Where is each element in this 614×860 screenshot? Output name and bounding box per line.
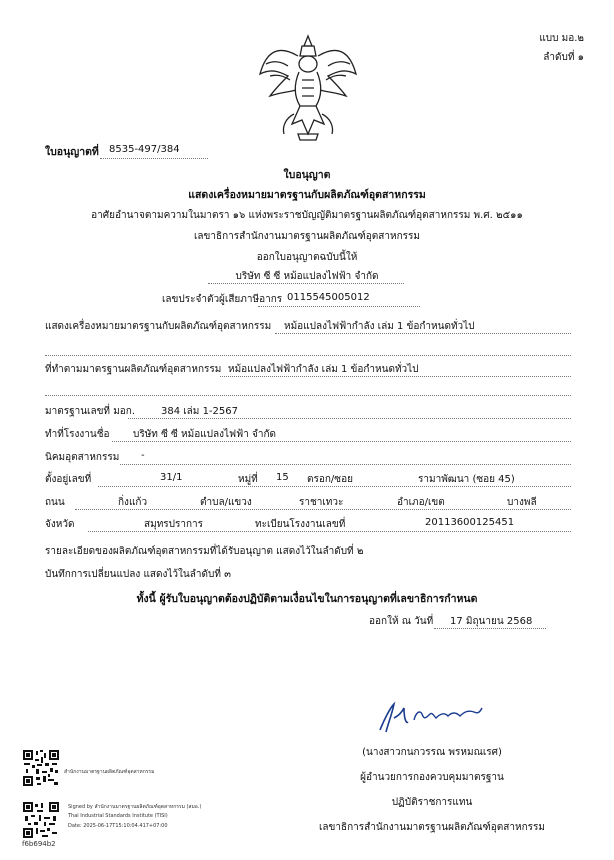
mark-value: หม้อแปลงไฟฟ้ากำลัง เล่ม 1 ข้อกำหนดทั่วไป: [284, 321, 475, 332]
registration-label: ทะเบียนโรงงานเลขที่: [255, 519, 346, 530]
condition-line: ทั้งนี้ ผู้รับใบอนุญาตต้องปฏิบัติตามเงื่อนไขในการอนุญาตที่เลขาธิการกำหนด: [136, 593, 478, 605]
address-value: 31/1: [160, 472, 183, 483]
doc-code: f6b694b2: [22, 840, 56, 848]
company-name: บริษัท ซี ซี หม้อแปลงไฟฟ้า จำกัด: [235, 271, 379, 282]
garuda-emblem-icon: [258, 34, 358, 142]
registration-value: 20113600125451: [425, 517, 515, 528]
dotted-line: [98, 486, 571, 487]
standard-value: หม้อแปลงไฟฟ้ากำลัง เล่ม 1 ข้อกำหนดทั่วไป: [228, 364, 419, 375]
factory-label: ทำที่โรงงานชื่อ: [45, 429, 110, 440]
dotted-line: [434, 628, 546, 629]
soi-label: ตรอก/ซอย: [307, 474, 353, 485]
sequence-number: ลำดับที่ ๑: [543, 52, 584, 63]
change-line: บันทึกการเปลี่ยนแปลง แสดงไว้ในลำดับที่ ๓: [45, 569, 231, 580]
dotted-line: [275, 333, 571, 334]
signer-title-2: ปฏิบัติราชการแทน: [391, 797, 473, 808]
detail-line: รายละเอียดของผลิตภัณฑ์อุตสาหกรรมที่ได้รับอนุญาต แสดงไว้ในลำดับที่ ๒: [45, 546, 364, 557]
dotted-line: [45, 355, 571, 356]
qr-caption: สำนักงานมาตรฐานผลิตภัณฑ์อุตสาหกรรม: [64, 769, 155, 775]
tax-id: 0115545005012: [287, 292, 370, 303]
estate-label: นิคมอุตสาหกรรม: [45, 452, 120, 463]
mark-label: แสดงเครื่องหมายมาตรฐานกับผลิตภัณฑ์อุตสาหกรรม: [45, 321, 272, 332]
signer-title-3: เลขาธิการสำนักงานมาตรฐานผลิตภัณฑ์อุตสาหกรรม: [319, 822, 545, 833]
qr-code-icon: [22, 749, 60, 787]
signed-by: Signed by สำนักงานมาตรฐานผลิตภัณฑ์อุตสาหกรรม (สมอ.): [68, 804, 202, 810]
dotted-line: [100, 158, 208, 159]
subdistrict-value: ราชาเทวะ: [299, 497, 344, 508]
doc-title: ใบอนุญาต: [283, 169, 331, 181]
dotted-line: [45, 395, 571, 396]
issue-line: ออกใบอนุญาตฉบับนี้ให้: [256, 252, 358, 263]
district-label: อำเภอ/เขต: [397, 497, 445, 508]
license-number: 8535-497/384: [109, 144, 180, 155]
authority-line: อาศัยอำนาจตามความในมาตรา ๑๖ แห่งพระราชบัญญัติมาตรฐานผลิตภัณฑ์อุตสาหกรรม พ.ศ. ๒๕๑๑: [91, 210, 523, 221]
doc-subtitle: แสดงเครื่องหมายมาตรฐานกับผลิตภัณฑ์อุตสาหกรรม: [188, 189, 426, 201]
license-label: ใบอนุญาตที่: [45, 146, 99, 158]
estate-value: -: [141, 450, 145, 461]
moo-value: 15: [276, 472, 289, 483]
dotted-line: [220, 376, 571, 377]
soi-value: รามาพัฒนา (ซอย 45): [418, 474, 515, 485]
qr-code-icon: [22, 801, 60, 839]
dotted-line: [120, 464, 571, 465]
address-label: ตั้งอยู่เลขที่: [45, 474, 92, 485]
issued-label: ออกให้ ณ วันที่: [369, 616, 434, 627]
district-value: บางพลี: [507, 497, 537, 508]
road-label: ถนน: [45, 497, 65, 508]
dotted-line: [75, 509, 571, 510]
road-value: กิ่งแก้ว: [118, 497, 148, 508]
factory-value: บริษัท ซี ซี หม้อแปลงไฟฟ้า จำกัด: [133, 429, 277, 440]
signer-org: Thai Industrial Standards Institute (TISI): [68, 813, 168, 819]
issued-date: 17 มิถุนายน 2568: [450, 616, 533, 627]
form-code: แบบ มอ.๒: [539, 33, 584, 44]
signature-image: [374, 700, 494, 736]
subdistrict-label: ตำบล/แขวง: [200, 497, 252, 508]
moo-label: หมู่ที่: [238, 474, 258, 485]
dotted-line: [208, 283, 404, 284]
tax-label: เลขประจำตัวผู้เสียภาษีอากร: [162, 294, 283, 305]
signer-name: (นางสาวกนกวรรณ พรหมณเรศ): [362, 747, 502, 758]
province-label: จังหวัด: [45, 519, 75, 530]
dotted-line: [258, 306, 420, 307]
standard-label: ที่ทำตามมาตรฐานผลิตภัณฑ์อุตสาหกรรม: [45, 364, 222, 375]
secretary-line: เลขาธิการสำนักงานมาตรฐานผลิตภัณฑ์อุตสาหกรรม: [194, 231, 420, 242]
signature-date: Date: 2025-06-17T15:10:04.417+07:00: [68, 823, 168, 829]
dotted-line: [128, 418, 571, 419]
dotted-line: [112, 441, 571, 442]
tis-label: มาตรฐานเลขที่ มอก.: [45, 406, 136, 417]
dotted-line: [88, 531, 571, 532]
signer-title-1: ผู้อำนวยการกองควบคุมมาตรฐาน: [360, 772, 504, 783]
province-value: สมุทรปราการ: [144, 519, 204, 530]
tis-value: 384 เล่ม 1-2567: [161, 406, 239, 417]
